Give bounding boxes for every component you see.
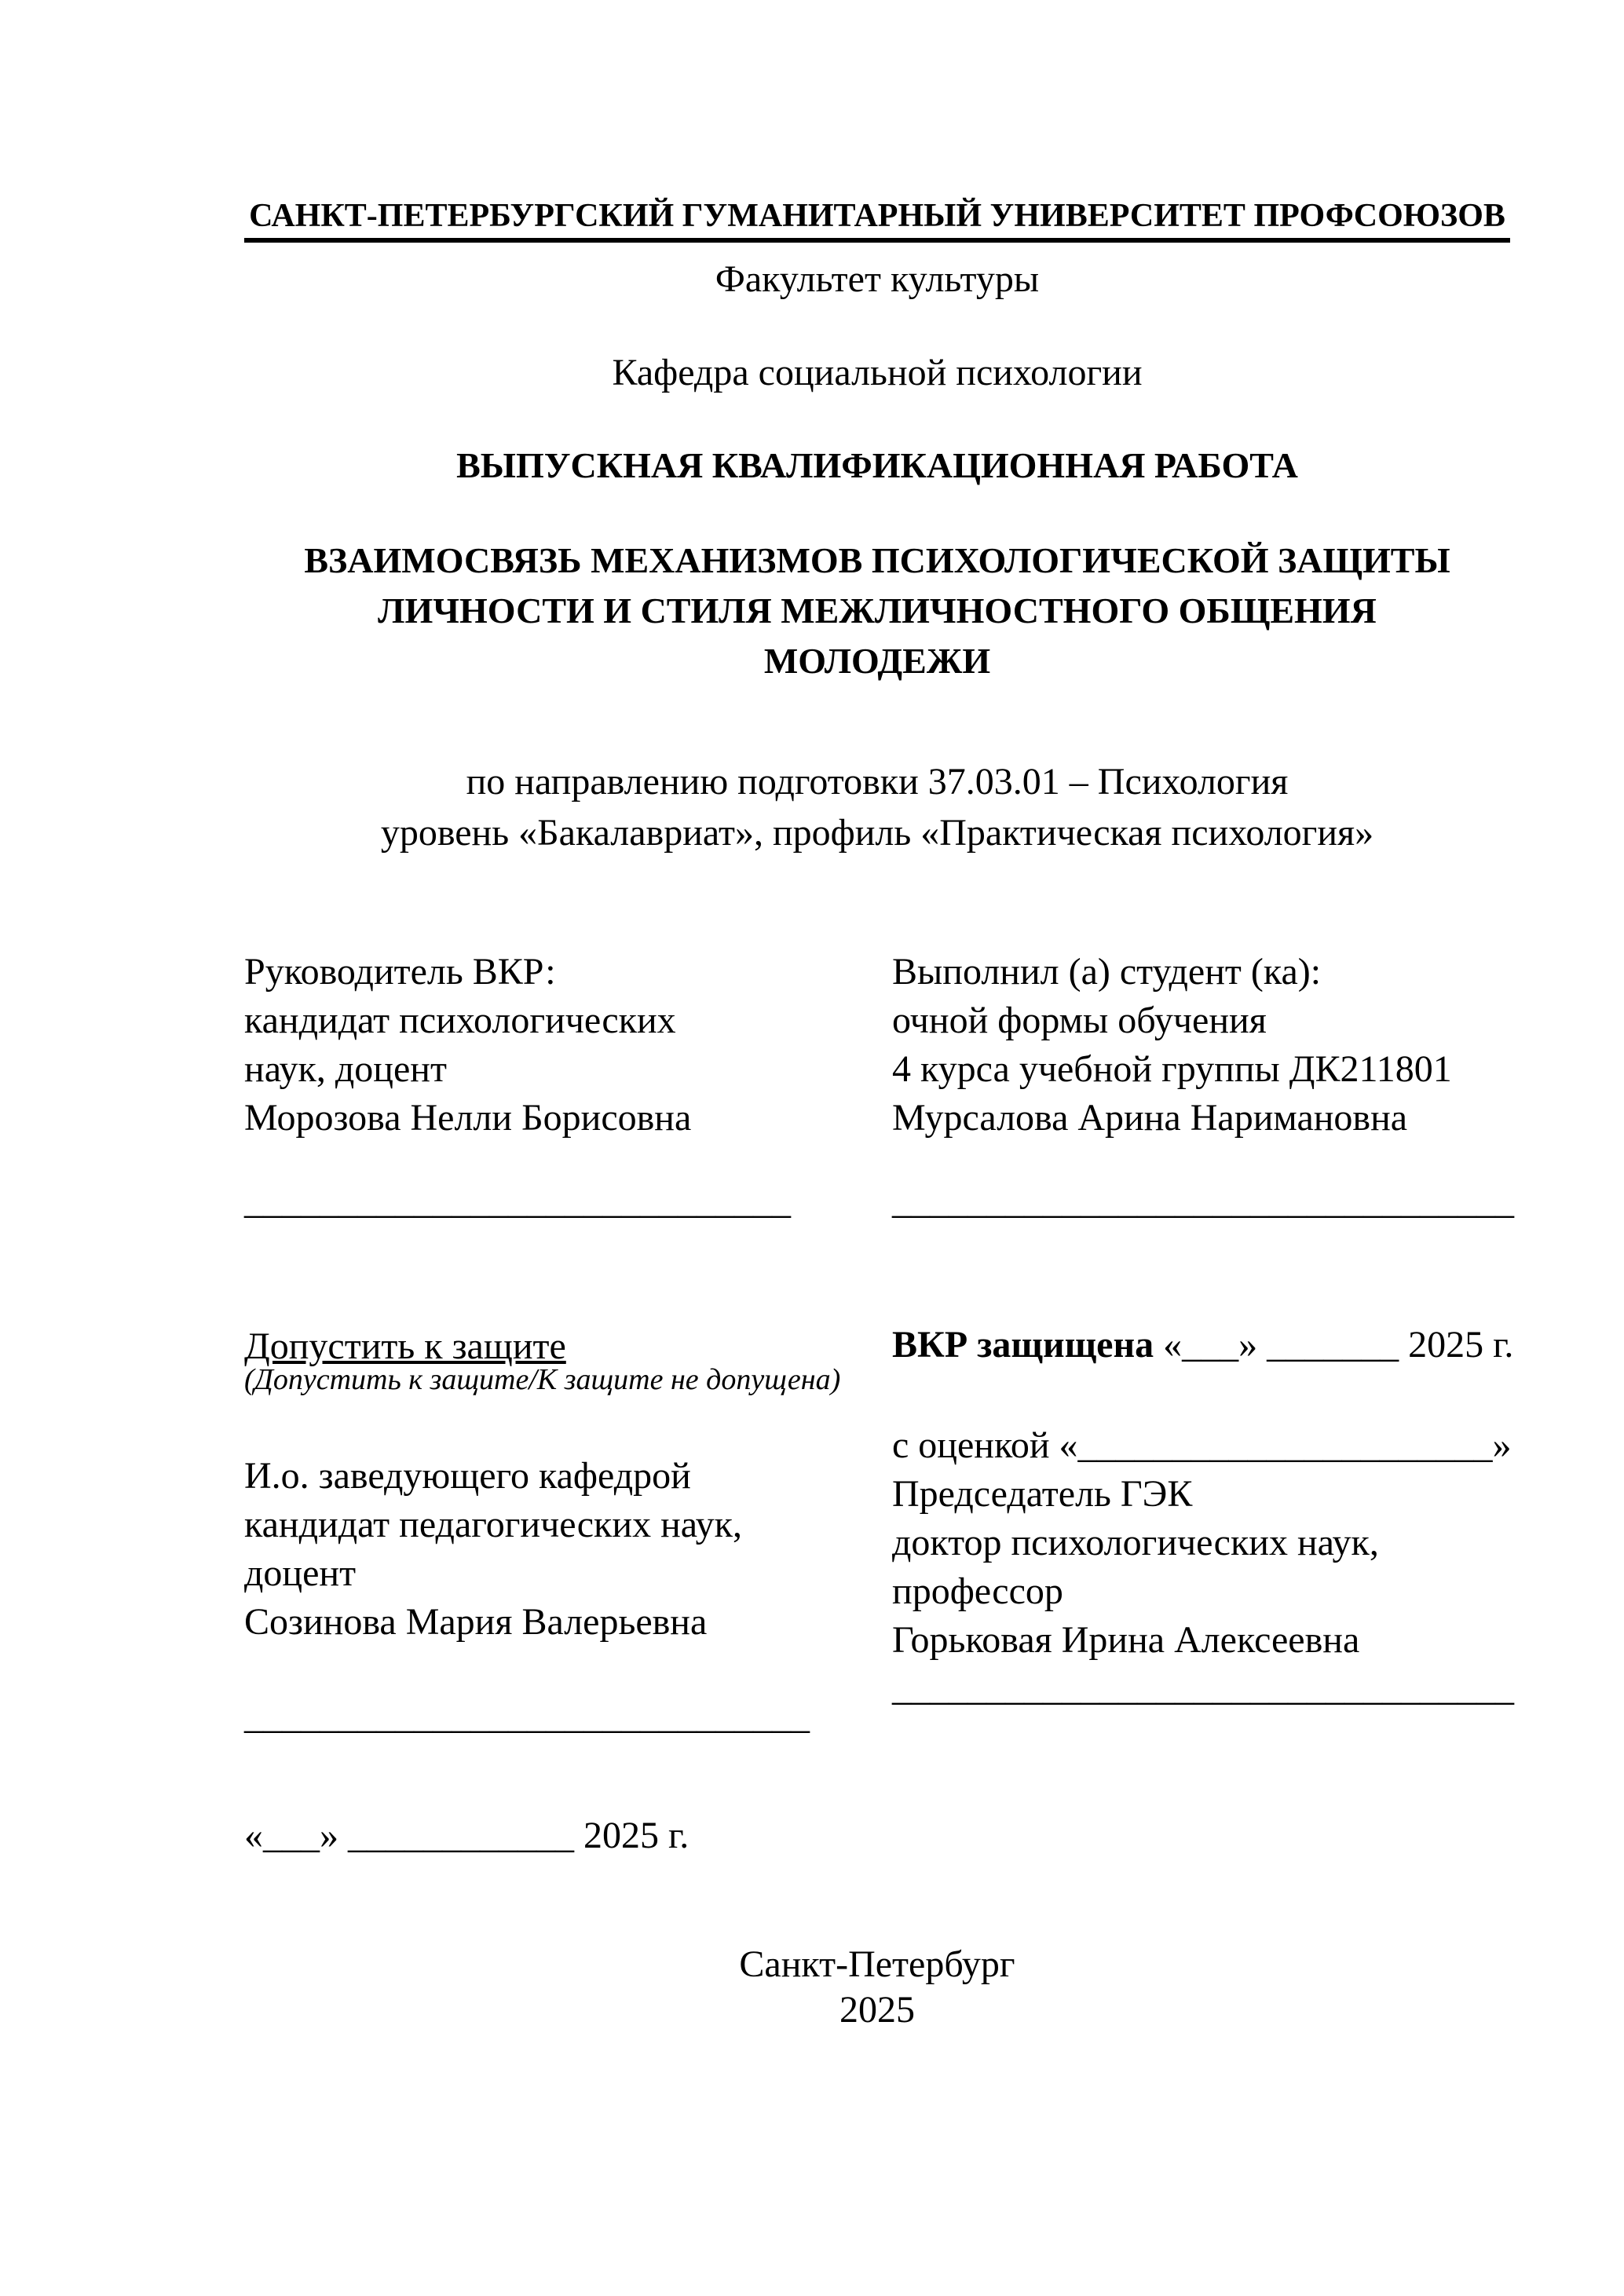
admission-note: (Допустить к защите/К защите не допущена) (244, 1363, 841, 1396)
student-block (892, 948, 1544, 1143)
supervisor-block (244, 948, 849, 1143)
student-form: очной формы обучения (892, 1000, 1267, 1041)
footer-year: 2025 (839, 1989, 915, 2031)
student-name: Мурсалова Арина Наримановна (892, 1097, 1408, 1139)
admission-date-line: «___» ____________ 2025 г. (244, 1815, 689, 1856)
defense-grade-line: с оценкой «______________________» (892, 1424, 1512, 1466)
department-head-signature-line: ______________________________ (244, 1695, 810, 1737)
work-type-heading: ВЫПУСКНАЯ КВАЛИФИКАЦИОННАЯ РАБОТА (456, 445, 1298, 485)
committee-chair-role: Председатель ГЭК (892, 1473, 1193, 1515)
student-signature-line: _________________________________ (892, 1180, 1514, 1222)
supervisor-role: Руководитель ВКР: (244, 951, 556, 993)
department-head-degree-1: кандидат педагогических наук, (244, 1504, 742, 1545)
program-block (244, 756, 1510, 858)
department-head-degree-2: доцент (244, 1552, 357, 1594)
defense-committee-block (892, 1421, 1544, 1665)
committee-chair-degree-2: профессор (892, 1570, 1063, 1612)
header-rule (244, 238, 1510, 243)
defense-defended-label: ВКР защищена (892, 1324, 1154, 1366)
defense-date-line (892, 1321, 1513, 1369)
student-role: Выполнил (а) студент (ка): (892, 951, 1322, 993)
chair-signature-line: _________________________________ (892, 1667, 1514, 1709)
thesis-title (244, 536, 1510, 686)
faculty-line: Факультет культуры (715, 258, 1040, 300)
defense-defended-blanks: «___» _______ 2025 г. (1163, 1324, 1514, 1366)
department-line: Кафедра социальной психологии (612, 352, 1143, 393)
committee-chair-name: Горьковая Ирина Алексеевна (892, 1619, 1360, 1661)
footer-city: Санкт-Петербург (739, 1943, 1015, 1985)
department-head-role: И.о. заведующего кафедрой (244, 1455, 691, 1497)
thesis-title-line-3: МОЛОДЕЖИ (763, 641, 991, 681)
supervisor-signature-line: _____________________________ (244, 1180, 791, 1222)
admission-heading: Допустить к защите (244, 1325, 566, 1367)
thesis-title-line-1: ВЗАИМОСВЯЗЬ МЕХАНИЗМОВ ПСИХОЛОГИЧЕСКОЙ ЗАЩИТЫ (304, 540, 1450, 580)
university-name: САНКТ-ПЕТЕРБУРГСКИЙ ГУМАНИТАРНЫЙ УНИВЕРСИТЕТ ПРОФСОЮЗОВ (249, 198, 1505, 234)
student-group: 4 курса учебной группы ДК211801 (892, 1048, 1452, 1090)
committee-chair-degree-1: доктор психологических наук, (892, 1522, 1379, 1563)
department-head-block (244, 1452, 849, 1647)
footer-block (244, 1942, 1510, 2033)
supervisor-degree-1: кандидат психологических (244, 1000, 676, 1041)
program-level-profile: уровень «Бакалавриат», профиль «Практическая психология» (380, 812, 1374, 854)
program-direction: по направлению подготовки 37.03.01 – Психология (466, 761, 1289, 803)
supervisor-degree-2: наук, доцент (244, 1048, 447, 1090)
thesis-title-line-2: ЛИЧНОСТИ И СТИЛЯ МЕЖЛИЧНОСТНОГО ОБЩЕНИЯ (378, 590, 1377, 631)
supervisor-name: Морозова Нелли Борисовна (244, 1097, 692, 1139)
department-head-name: Созинова Мария Валерьевна (244, 1601, 708, 1643)
